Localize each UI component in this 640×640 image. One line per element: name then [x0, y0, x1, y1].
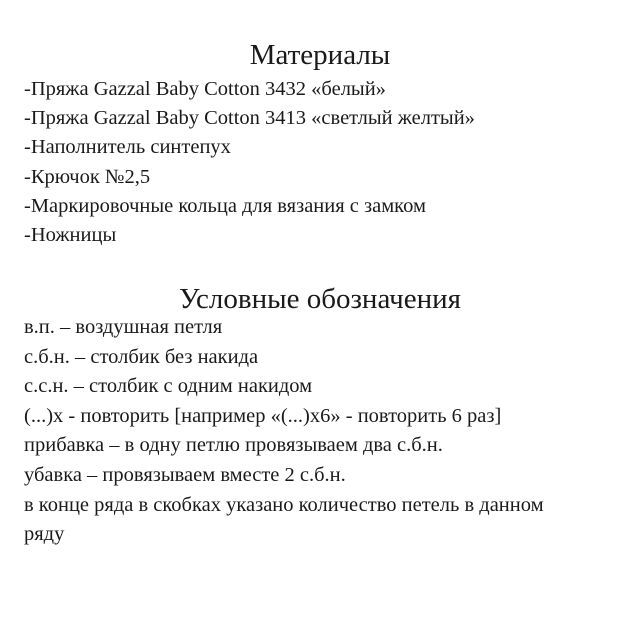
materials-item: -Пряжа Gazzal Baby Cotton 3413 «светлый желтый»	[24, 107, 475, 130]
notation-item: прибавка – в одну петлю провязываем два с.б.н.	[24, 434, 443, 457]
notation-item: в.п. – воздушная петля	[24, 316, 223, 338]
notation-item: с.с.н. – столбик с одним накидом	[24, 375, 313, 398]
materials-item: -Наполнитель синтепух	[24, 136, 231, 159]
notation-title: Условные обозначения	[179, 283, 461, 315]
materials-item: -Маркировочные кольца для вязания с замком	[24, 194, 426, 217]
materials-list	[24, 75, 624, 250]
notation-item: (...)х - повторить [например «(...)х6» - повторить 6 раз]	[24, 404, 502, 427]
materials-item: -Ножницы	[24, 224, 117, 247]
notation-item: в конце ряда в скобках указано количество петель в данном ряду	[24, 493, 544, 546]
notation-item: с.б.н. – столбик без накида	[24, 345, 259, 368]
notation-list	[24, 313, 624, 550]
materials-title: Материалы	[249, 39, 391, 71]
notation-item: убавка – провязываем вместе 2 с.б.н.	[24, 463, 346, 486]
materials-item: -Пряжа Gazzal Baby Cotton 3432 «белый»	[24, 78, 386, 100]
materials-item: -Крючок №2,5	[24, 165, 151, 188]
